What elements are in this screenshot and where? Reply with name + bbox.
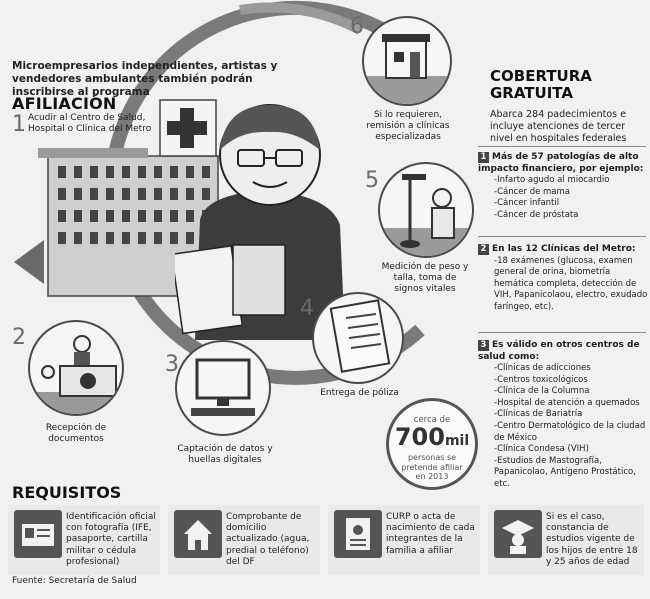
step-1-number: 1 xyxy=(12,112,26,137)
step-2-reception-circle xyxy=(28,320,124,416)
step-6-number: 6 xyxy=(350,14,364,39)
badge-1: 1 xyxy=(478,152,489,163)
stat-top: cerca de xyxy=(413,415,451,425)
coverage-block-1 xyxy=(478,152,648,221)
step-4-text: Entrega de póliza xyxy=(320,388,399,398)
cobertura-subtitle: Abarca 284 padecimientos e incluye atenciones de tercer nivel en hospitales federales xyxy=(490,109,627,144)
source-note: Fuente: Secretaría de Salud xyxy=(12,576,137,586)
intro-text: Microempresarios independientes, artistas y vendedores ambulantes también podrán inscribirse al programa xyxy=(12,60,278,98)
step-5-number: 5 xyxy=(365,168,379,193)
coverage-block-3 xyxy=(478,340,648,491)
block-1-head: Más de 57 patologías de alto impacto financiero, por ejemplo: xyxy=(478,152,644,174)
computer-icon xyxy=(177,342,269,434)
stat-figure xyxy=(389,425,475,453)
house-icon xyxy=(174,510,222,558)
list-item: -Hospital de atención a quemados xyxy=(494,397,640,408)
graduate-icon xyxy=(494,510,542,558)
requirement-text-4: Si es el caso, constancia de estudios vigente de los hijos de entre 18 y 25 años de edad xyxy=(546,512,638,567)
block-3-head: Es válido en otros centros de salud como: xyxy=(478,340,640,362)
step-5-text: Medición de peso y talla, toma de signos vitales xyxy=(381,262,469,294)
certificate-icon xyxy=(334,510,382,558)
step-3-text: Captación de datos y huellas digitales xyxy=(177,444,273,465)
stat-number: 700 xyxy=(394,423,445,451)
step-4-policy-circle xyxy=(312,292,404,384)
scale-icon xyxy=(380,164,472,256)
divider xyxy=(478,236,646,237)
requirement-text-2: Comprobante de domicilio actualizado (agua, predial o teléfono) del DF xyxy=(226,512,310,567)
badge-2: 2 xyxy=(478,244,489,255)
step-3-computer-circle xyxy=(175,340,271,436)
list-item: -Cáncer de próstata xyxy=(494,209,579,220)
divider xyxy=(478,146,646,147)
step-5-scale-circle xyxy=(378,162,474,258)
requirement-text-3: CURP o acta de nacimiento de cada integrantes de la familia a afiliar xyxy=(386,512,475,556)
list-item: -Estudios de Mastografía, Papanicolao, Antígeno Prostático, etc. xyxy=(494,455,636,489)
cobertura-title: COBERTURA GRATUITA xyxy=(490,67,592,102)
badge-3: 3 xyxy=(478,340,489,351)
id-card-icon xyxy=(14,510,62,558)
requisitos-title: REQUISITOS xyxy=(12,483,122,502)
list-item: -Centros toxicológicos xyxy=(494,374,588,385)
clinic-icon xyxy=(364,18,450,104)
step-4-number: 4 xyxy=(300,296,314,321)
list-item: -Infarto agudo al miocardio xyxy=(494,175,610,185)
policy-document-icon xyxy=(314,294,402,382)
list-item: -18 exámenes (glucosa, examen general de orina, biometría hemática completa, detección de VIH, Papanicolaou, electro, exudado faríngeo, etc). xyxy=(494,255,648,312)
step-6-clinic-circle xyxy=(362,16,452,106)
step-6-text: Si lo requieren, remisión a clínicas especializadas xyxy=(366,110,450,142)
stat-bottom: personas se pretende afiliar en 2013 xyxy=(401,453,463,481)
list-item: -Centro Dermatológico de la ciudad de México xyxy=(494,420,646,443)
coverage-block-2 xyxy=(478,244,648,313)
list-item: -Clínicas de Bariatría xyxy=(494,409,583,420)
requirement-text-1: Identificación oficial con fotografía (IFE, pasaporte, cartilla militar o cédula profesional) xyxy=(66,512,156,567)
step-1-text: Acudir al Centro de Salud, Hospital o Clínica del Metro xyxy=(28,113,152,134)
step-2-number: 2 xyxy=(12,325,26,350)
stat-unit: mil xyxy=(444,433,470,449)
divider xyxy=(478,332,646,333)
reception-desk-icon xyxy=(30,322,122,414)
list-item: -Clínica Condesa (VIH) xyxy=(494,444,589,455)
list-item: -Clínica de la Columna xyxy=(494,386,590,397)
step-2-text: Recepción de documentos xyxy=(45,423,107,444)
block-2-head: En las 12 Clínicas del Metro: xyxy=(492,244,636,254)
afiliacion-title: AFILIACIÓN xyxy=(12,94,117,113)
list-item: -Clínicas de adicciones xyxy=(494,363,591,373)
list-item: -Cáncer de mama xyxy=(494,186,571,197)
stat-circle xyxy=(386,398,478,490)
step-3-number: 3 xyxy=(165,352,179,377)
list-item: -Cáncer infantil xyxy=(494,198,560,209)
